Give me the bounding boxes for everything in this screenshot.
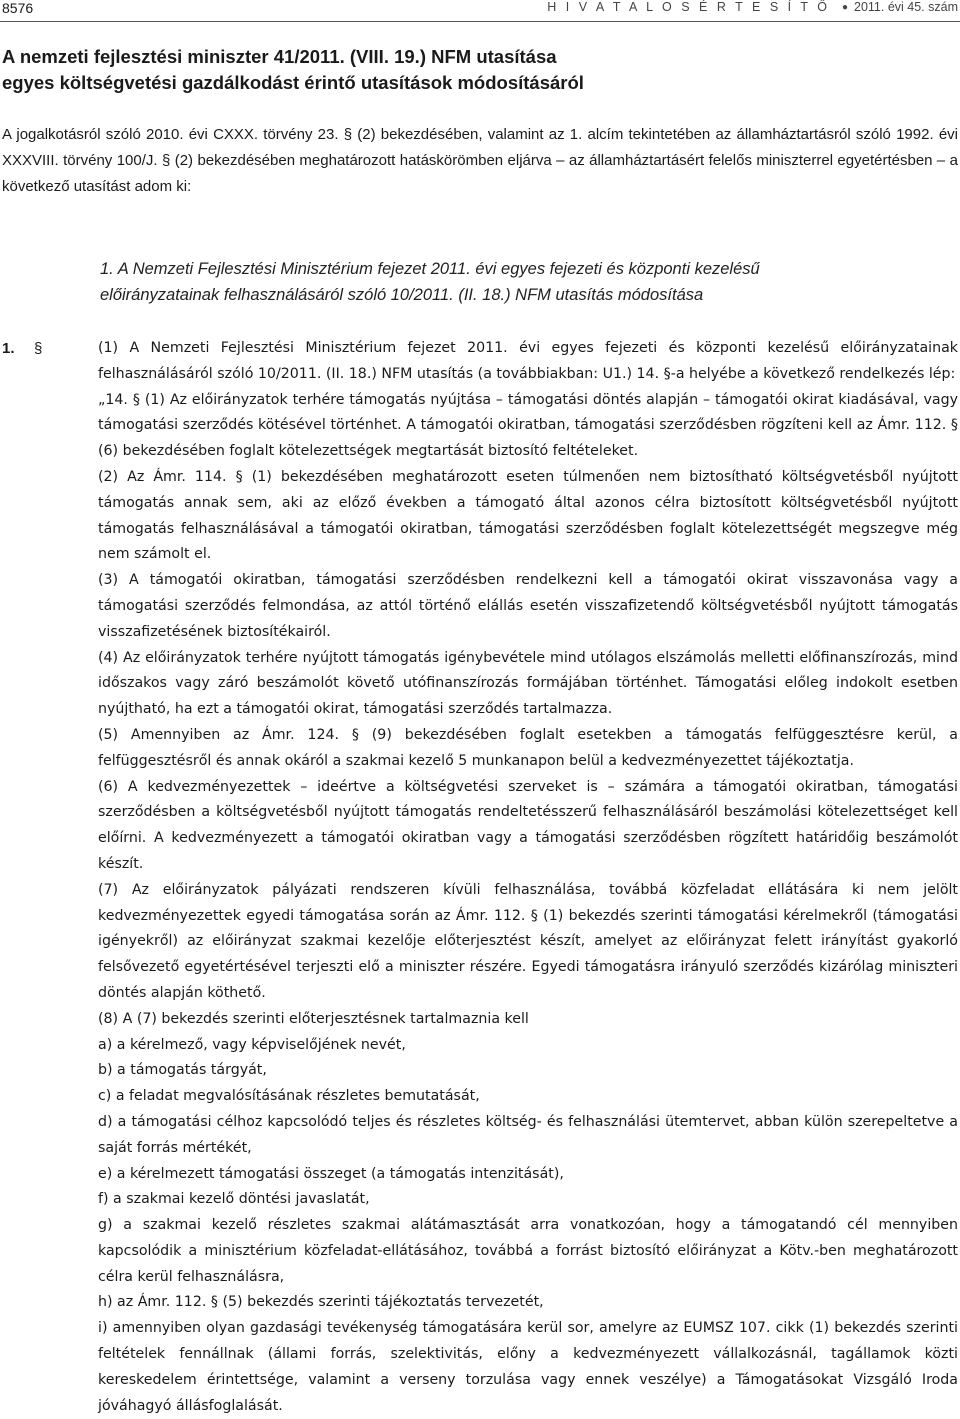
list-item: c) a feladat megvalósításának részletes bemutatását,	[98, 1088, 480, 1105]
paragraph: (8) A (7) bekezdés szerinti előterjesztésnek tartalmaznia kell	[98, 1010, 529, 1027]
page-number: 8576	[2, 0, 34, 16]
title-line: A nemzeti fejlesztési miniszter 41/2011. (VIII. 19.) NFM utasítása	[2, 46, 557, 67]
paragraph: (2) Az Ámr. 114. § (1) bekezdésében meghatározott eseten túlmenően nem biztosítható költségvetésből nyújtott támogatás annak sem, aki az előző években a támogató által azonos célra biztosított költségvetésből nyújtott támogatás felhasználásával a támogatói okiratban, támogatási szerződésben foglalt kötelezettségét megszegve még nem számolt el.	[98, 468, 958, 563]
paragraph: (6) A kedvezményezettek – ideértve a költségvetési szerveket is – számára a támogatói okiratban, támogatási szerződésben a költségvetésből nyújtott támogatás rendeltetésszerű felhasználásáról beszámolási kötelezettséget kell előírni. A kedvezményezett a támogatói okiratban vagy a támogatási szerződésben rögzített határidőig beszámolót készít.	[98, 778, 958, 872]
list-item: a) a kérelmező, vagy képviselőjének nevét,	[98, 1036, 406, 1053]
chapter-heading-line: előirányzatainak felhasználásáról szóló 10/2011. (II. 18.) NFM utasítás módosítása	[100, 286, 704, 304]
chapter-heading-line: 1. A Nemzeti Fejlesztési Minisztérium fejezet 2011. évi egyes fejezeti és központi kezelésű	[100, 260, 760, 278]
list-item: d) a támogatási célhoz kapcsolódó teljes és részletes költség- és felhasználási ütemtervet, abban külön szerepeltetve a saját forrás mértékét,	[98, 1113, 958, 1156]
paragraph: (1) A Nemzeti Fejlesztési Minisztérium fejezet 2011. évi egyes fejezeti és központi kezelésű előirányzatainak felhasználásáról szóló 10/2011. (II. 18.) NFM utasítás (a továbbiakban: U1.) 14. §-a helyébe a következő rendelkezés lép:	[98, 340, 958, 382]
list-item: h) az Ámr. 112. § (5) bekezdés szerinti tájékoztatás tervezetét,	[98, 1294, 544, 1311]
bullet-icon: ●	[841, 2, 848, 13]
journal-name: H I V A T A L O S É R T E S Í T Ő	[547, 0, 830, 14]
paragraph: „14. § (1) Az előirányzatok terhére támogatás nyújtása – támogatási döntés alapján – támogatói okirat kiadásával, vagy támogatási szerződés kötésével történhet. A támogatói okiratban, támogatási szerződésben rögzíteni kell az Ámr. 112. § (6) bekezdésében foglalt kötelezettségek megtartását biztosító feltételeket.	[98, 391, 958, 460]
list-item: i) amennyiben olyan gazdasági tevékenység támogatására kerül sor, amelyre az EUMSZ 107. cikk (1) bekezdés szerinti feltételek fennállnak (állami forrás, szelektivitás, előny a kedvezményezett vállalkozásnál, tagállamok közti kereskedelem érintettsége, valamint a verseny torzulása vagy ennek veszélye) a Támogatásokat Vizsgáló Iroda jóváhagyó állásfoglalását.	[98, 1320, 958, 1414]
header-rule	[0, 21, 960, 22]
paragraph: (7) Az előirányzatok pályázati rendszeren kívüli felhasználása, továbbá közfeladat ellátására ki nem jelölt kedvezményezettek egyedi támogatása során az Ámr. 112. § (1) bekezdés szerinti támogatási kérelmekről (támogatási igényekről) az előirányzat szakmai kezelője előterjesztést készít, amelyet az előirányzat felett irányítást gyakorló felsővezető egyetértésével terjeszti elő a miniszter részére. Egyedi támogatásra irányuló szerződés kizárólag miniszteri döntés alapján köthető.	[98, 881, 958, 1001]
document-title	[2, 44, 942, 96]
paragraph: (4) Az előirányzatok terhére nyújtott támogatás igénybevétele mind utólagos elszámolás melletti előfinanszírozás, mind időszakos vagy záró beszámolót követő utófinanszírozás formájában történhet. Támogatási előleg indokolt esetben nyújtható, ha ezt a támogatói okirat, támogatási szerződés tartalmazza.	[98, 649, 958, 718]
section-number: 1.	[2, 340, 15, 357]
paragraph: (5) Amennyiben az Ámr. 124. § (9) bekezdésében foglalt esetekben a támogatás felfüggesztésre kerül, a felfüggesztésről és annak okáról a szakmai kezelő 5 munkanapon belül a kedvezményezettet tájékoztatja.	[98, 726, 958, 769]
preamble: A jogalkotásról szóló 2010. évi CXXX. törvény 23. § (2) bekezdésében, valamint az 1. alcím tekintetében az államháztartásról szóló 1992. évi XXXVIII. törvény 100/J. § (2) bekezdésében meghatározott hatáskörömben eljárva – az államháztartásért felelős miniszterrel egyetértésben – a következő utasítást adom ki:	[2, 126, 958, 195]
title-line: egyes költségvetési gazdálkodást érintő utasítások módosításáról	[2, 72, 584, 93]
list-item: f) a szakmai kezelő döntési javaslatát,	[98, 1191, 370, 1208]
page-header	[0, 0, 960, 22]
running-head	[547, 0, 958, 14]
paragraph: (3) A támogatói okiratban, támogatási szerződésben rendelkezni kell a támogatói okirat visszavonása vagy a támogatási szerződés felmondása, az attól történő elállás esetén visszafizetendő költségvetésből nyújtott támogatás visszafizetésének biztosítékairól.	[98, 572, 958, 640]
issue-label: 2011. évi 45. szám	[854, 0, 958, 14]
list-item: b) a támogatás tárgyát,	[98, 1062, 267, 1079]
list-item: e) a kérelmezett támogatási összeget (a támogatás intenzitását),	[98, 1165, 564, 1182]
section-body	[98, 336, 958, 1419]
section-symbol: §	[34, 340, 43, 357]
chapter-heading	[100, 256, 958, 308]
list-item: g) a szakmai kezelő részletes szakmai alátámasztását arra vonatkozóan, hogy a támogatandó cél mennyiben kapcsolódik a minisztérium közfeladat-ellátásához, továbbá a forrást biztosító előirányzat a Kötv.-ben meghatározott célra kerül felhasználásra,	[98, 1217, 958, 1285]
